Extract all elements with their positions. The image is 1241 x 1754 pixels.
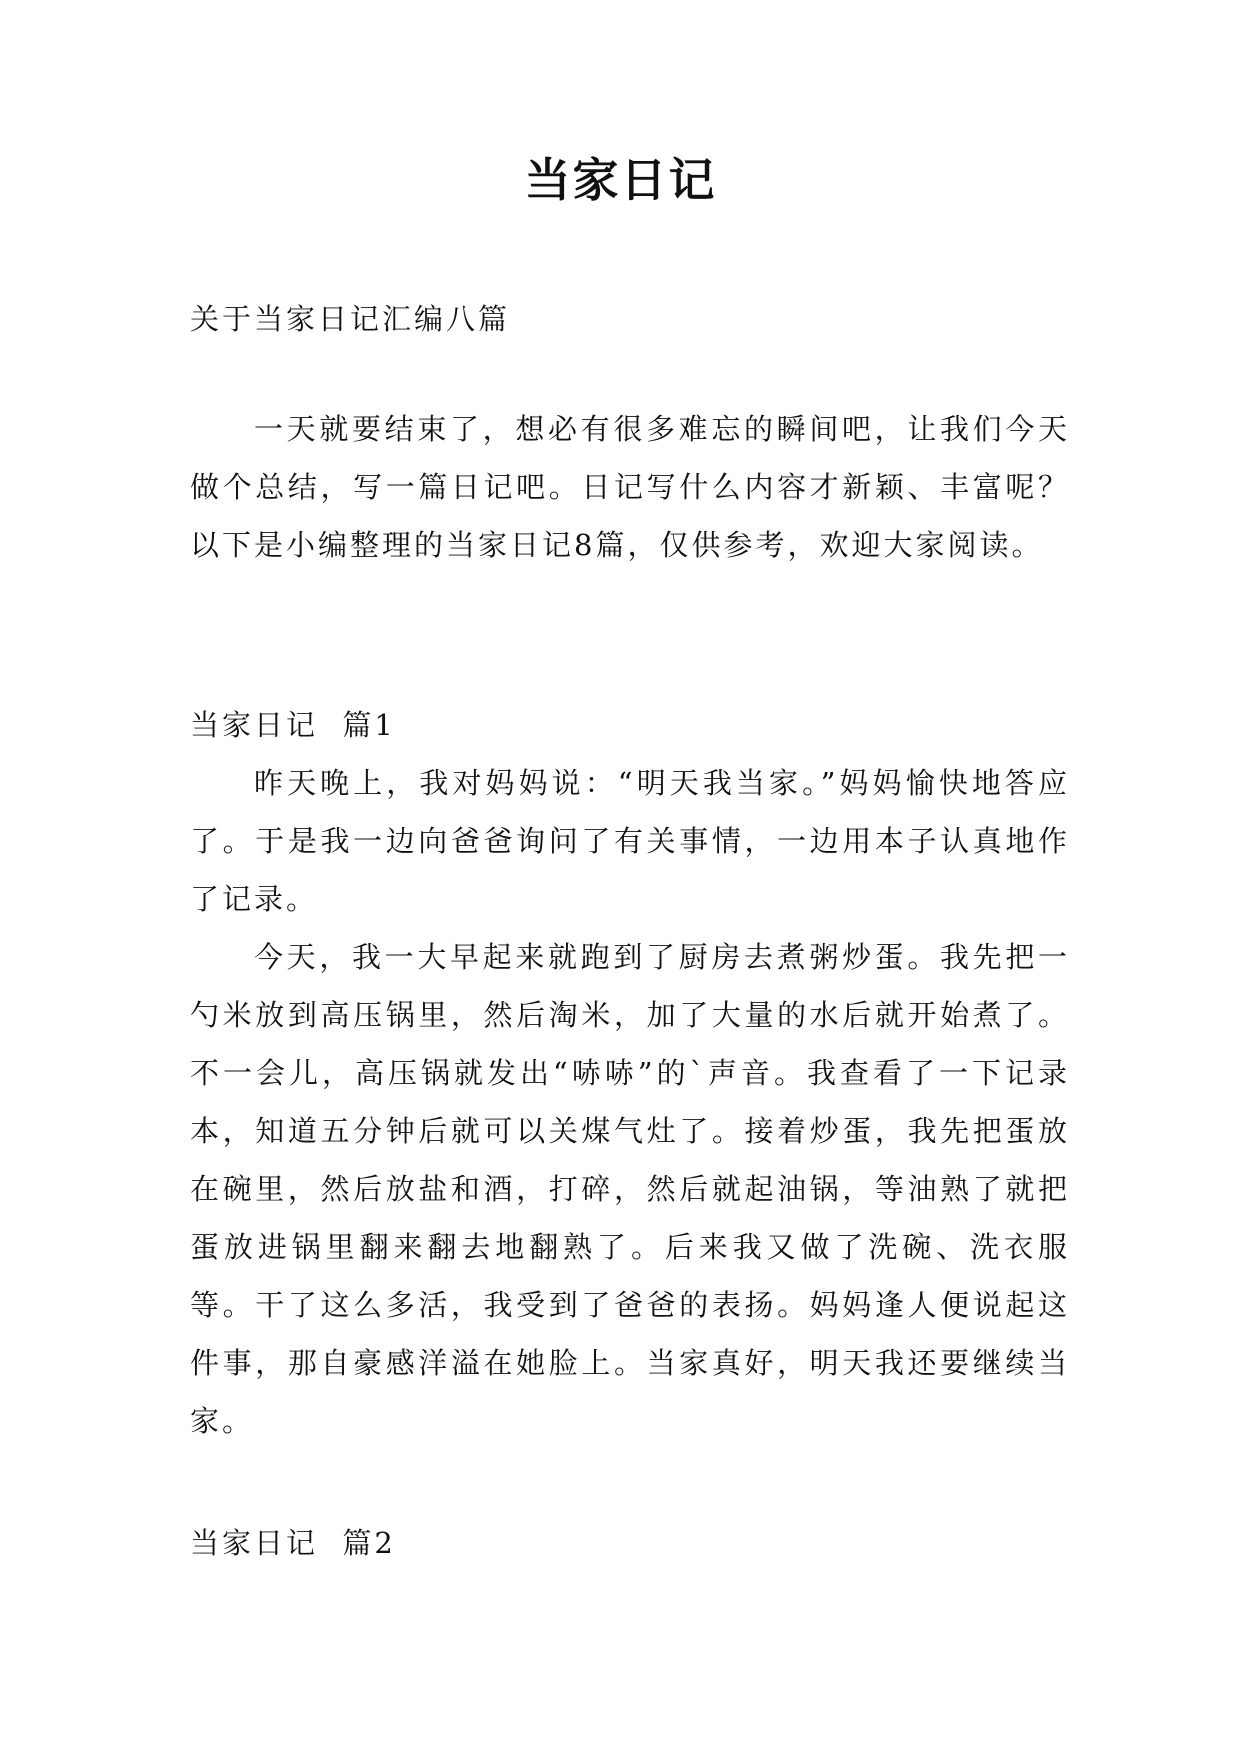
body-paragraph: 昨天晚上，我对妈妈说：“明天我当家。”妈妈愉快地答应了。于是我一边向爸爸询问了有关事情，一边用本子认真地作了记录。 (190, 766, 1070, 916)
section-heading: 当家日记 篇2 (190, 1526, 396, 1560)
body-paragraph: 今天，我一大早起来就跑到了厨房去煮粥炒蛋。我先把一勺米放到高压锅里，然后淘米，加了大量的水后就开始煮了。不一会儿，高压锅就发出“哧哧”的`声音。我查看了一下记录本，知道五分钟后就可以关煤气灶了。接着炒蛋，我先把蛋放在碗里，然后放盐和酒，打碎，然后就起油锅，等油熟了就把蛋放进锅里翻来翻去地翻熟了。后来我又做了洗碗、洗衣服等。干了这么多活，我受到了爸爸的表扬。妈妈逢人便说起这件事，那自豪感洋溢在她脸上。当家真好，明天我还要继续当家。 (190, 940, 1070, 1438)
intro-paragraph: 一天就要结束了，想必有很多难忘的瞬间吧，让我们今天做个总结，写一篇日记吧。日记写什么内容才新颖、丰富呢？以下是小编整理的当家日记8篇，仅供参考，欢迎大家阅读。 (190, 412, 1070, 562)
document-title: 当家日记 (524, 153, 717, 207)
section-heading: 当家日记 篇1 (190, 708, 396, 742)
document-subtitle: 关于当家日记汇编八篇 (190, 302, 511, 336)
